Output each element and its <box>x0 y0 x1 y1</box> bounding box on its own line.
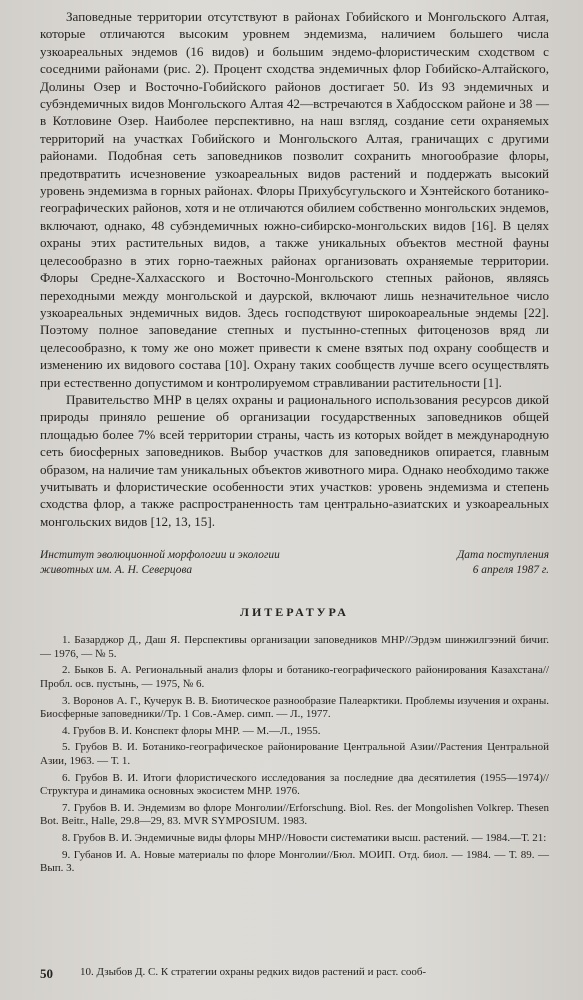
reference-item: 2. Быков Б. А. Региональный анализ флоры и ботанико-географического районирования Казахстана//Пробл. осв. пустынь, — 1975, № 6. <box>40 664 549 690</box>
reference-item: 1. Базарджор Д., Даш Я. Перспективы организации заповедников МНР//Эрдэм шинжилгээний бичиг. — 1976, — № 5. <box>40 634 549 660</box>
reference-item: 4. Грубов В. И. Конспект флоры МНР. — М.—Л., 1955. <box>62 724 321 737</box>
references-list <box>40 634 549 876</box>
body-paragraph-1: Заповедные территории отсутствуют в районах Гобийского и Монгольского Алтая, которые отличаются высоким уровнем эндемизма, наличием большего числа узкоареальных эндемов (16 видов) и большим эндемо-флористическим сходством с соседними районами (рис. 2). Процент сходства эндемичных флор Гобийско-Алтайского, Долины Озер и Восточно-Гобийского районов достигает 50. Из 93 эндемичных и субэндемичных видов Монгольского Алтая 42—встречаются в Хабдосском районе и 38 — в Котловине Озер. Наиболее перспективно, на наш взгляд, создание сети охраняемых территорий на участках Гобийского и Монгольского Алтая, граничащих с другими районами. Подобная сеть заповедников позволит сохранить многообразие флоры, предотвратить исчезновение узкоареальных видов растений и поддержать высокий уровень эндемизма в горных районах. Флоры Прихубсугульского и Хэнтейского ботанико-географических районов, хотя и не отличаются обилием собственно монгольских эндемов, включают, однако, 48 субэндемичных южно-сибирско-монгольских видов [16]. В целях охраны этих растительных видов, а также уникальных объектов местной фауны целесообразно в этих горно-таежных районах организовать охраняемые территории. Флоры Средне-Халхасского и Восточно-Монгольского степных районов, являясь переходными между монгольской и даурской, включают лишь незначительное число узкоареальных эндемичных видов. Здесь господствуют широкоареальные эндемы [22]. Поэтому полное заповедание степных и пустынно-степных фитоценозов вряд ли целесообразно, к тому же оно может привести к смене взятых под охрану сообществ и изменению их видового состава [10]. Охрану таких сообществ лучше всего осуществлять при естественно допустимом и контролируемом стравливании растительности [1]. <box>40 9 549 390</box>
received-date-value: 6 апреля 1987 г. <box>472 563 549 576</box>
institute-affiliation: Институт эволюционной морфологии и экологии животных им. А. Н. Северцова <box>40 549 280 576</box>
received-date-label: Дата поступления <box>457 549 549 562</box>
page-number: 50 <box>40 966 53 981</box>
reference-item: 6. Грубов В. И. Итоги флористического исследования за последние два десятилетия (1955—1974)//Структура и динамика основных экосистем МНР. 1976. <box>40 771 549 798</box>
references-heading: ЛИТЕРАТУРА <box>240 605 349 620</box>
reference-item: 7. Грубов В. И. Эндемизм во флоре Монголии//Erforschung. Biol. Res. der Mongolishen Volkrep. Thesen Bot. Beitr., Halle, 29.8—29, 83. MVR SYMPOSIUM. 1983. <box>40 801 549 828</box>
reference-item: 3. Воронов А. Г., Кучерук В. В. Биотическое разнообразие Палеарктики. Проблемы изучения и охраны. Биосферные заповедники//Тр. 1 Сов.-Амер. симп. — Л., 1977. <box>40 694 549 721</box>
reference-item-last: 10. Дзыбов Д. С. К стратегии охраны редких видов растений и раст. сооб- <box>80 966 427 978</box>
reference-item: 5. Грубов В. И. Ботанико-географическое районирование Центральной Азии//Растения Центральной Азии, 1963. — Т. 1. <box>40 741 549 767</box>
reference-item: 8. Грубов В. И. Эндемичные виды флоры МНР//Новости систематики высш. растений. — 1984.—Т. 21: <box>62 831 547 844</box>
reference-item: 9. Губанов И. А. Новые материалы по флоре Монголии//Бюл. МОИП. Отд. биол. — 1984. — Т. 89. — Вып. 3. <box>40 848 549 875</box>
body-paragraph-2: Правительство МНР в целях охраны и рационального использования ресурсов дикой природы приняло решение об организации государственных заповедников общей площадью более 7% всей территории страны, часть из которых войдет в международную сеть биосферных заповедников. Выбор участков для заповедников опирается, главным образом, на наличие там уникальных объектов животного мира. Однако необходимо также учитывать и флористические особенности этих участков: уровень эндемизма и степень сходства флор, а также распространенность там центрально-азиатских и узкоареальных монгольских видов [12, 13, 15]. <box>40 391 549 529</box>
article-footer <box>40 548 549 577</box>
received-date-block <box>399 548 549 577</box>
